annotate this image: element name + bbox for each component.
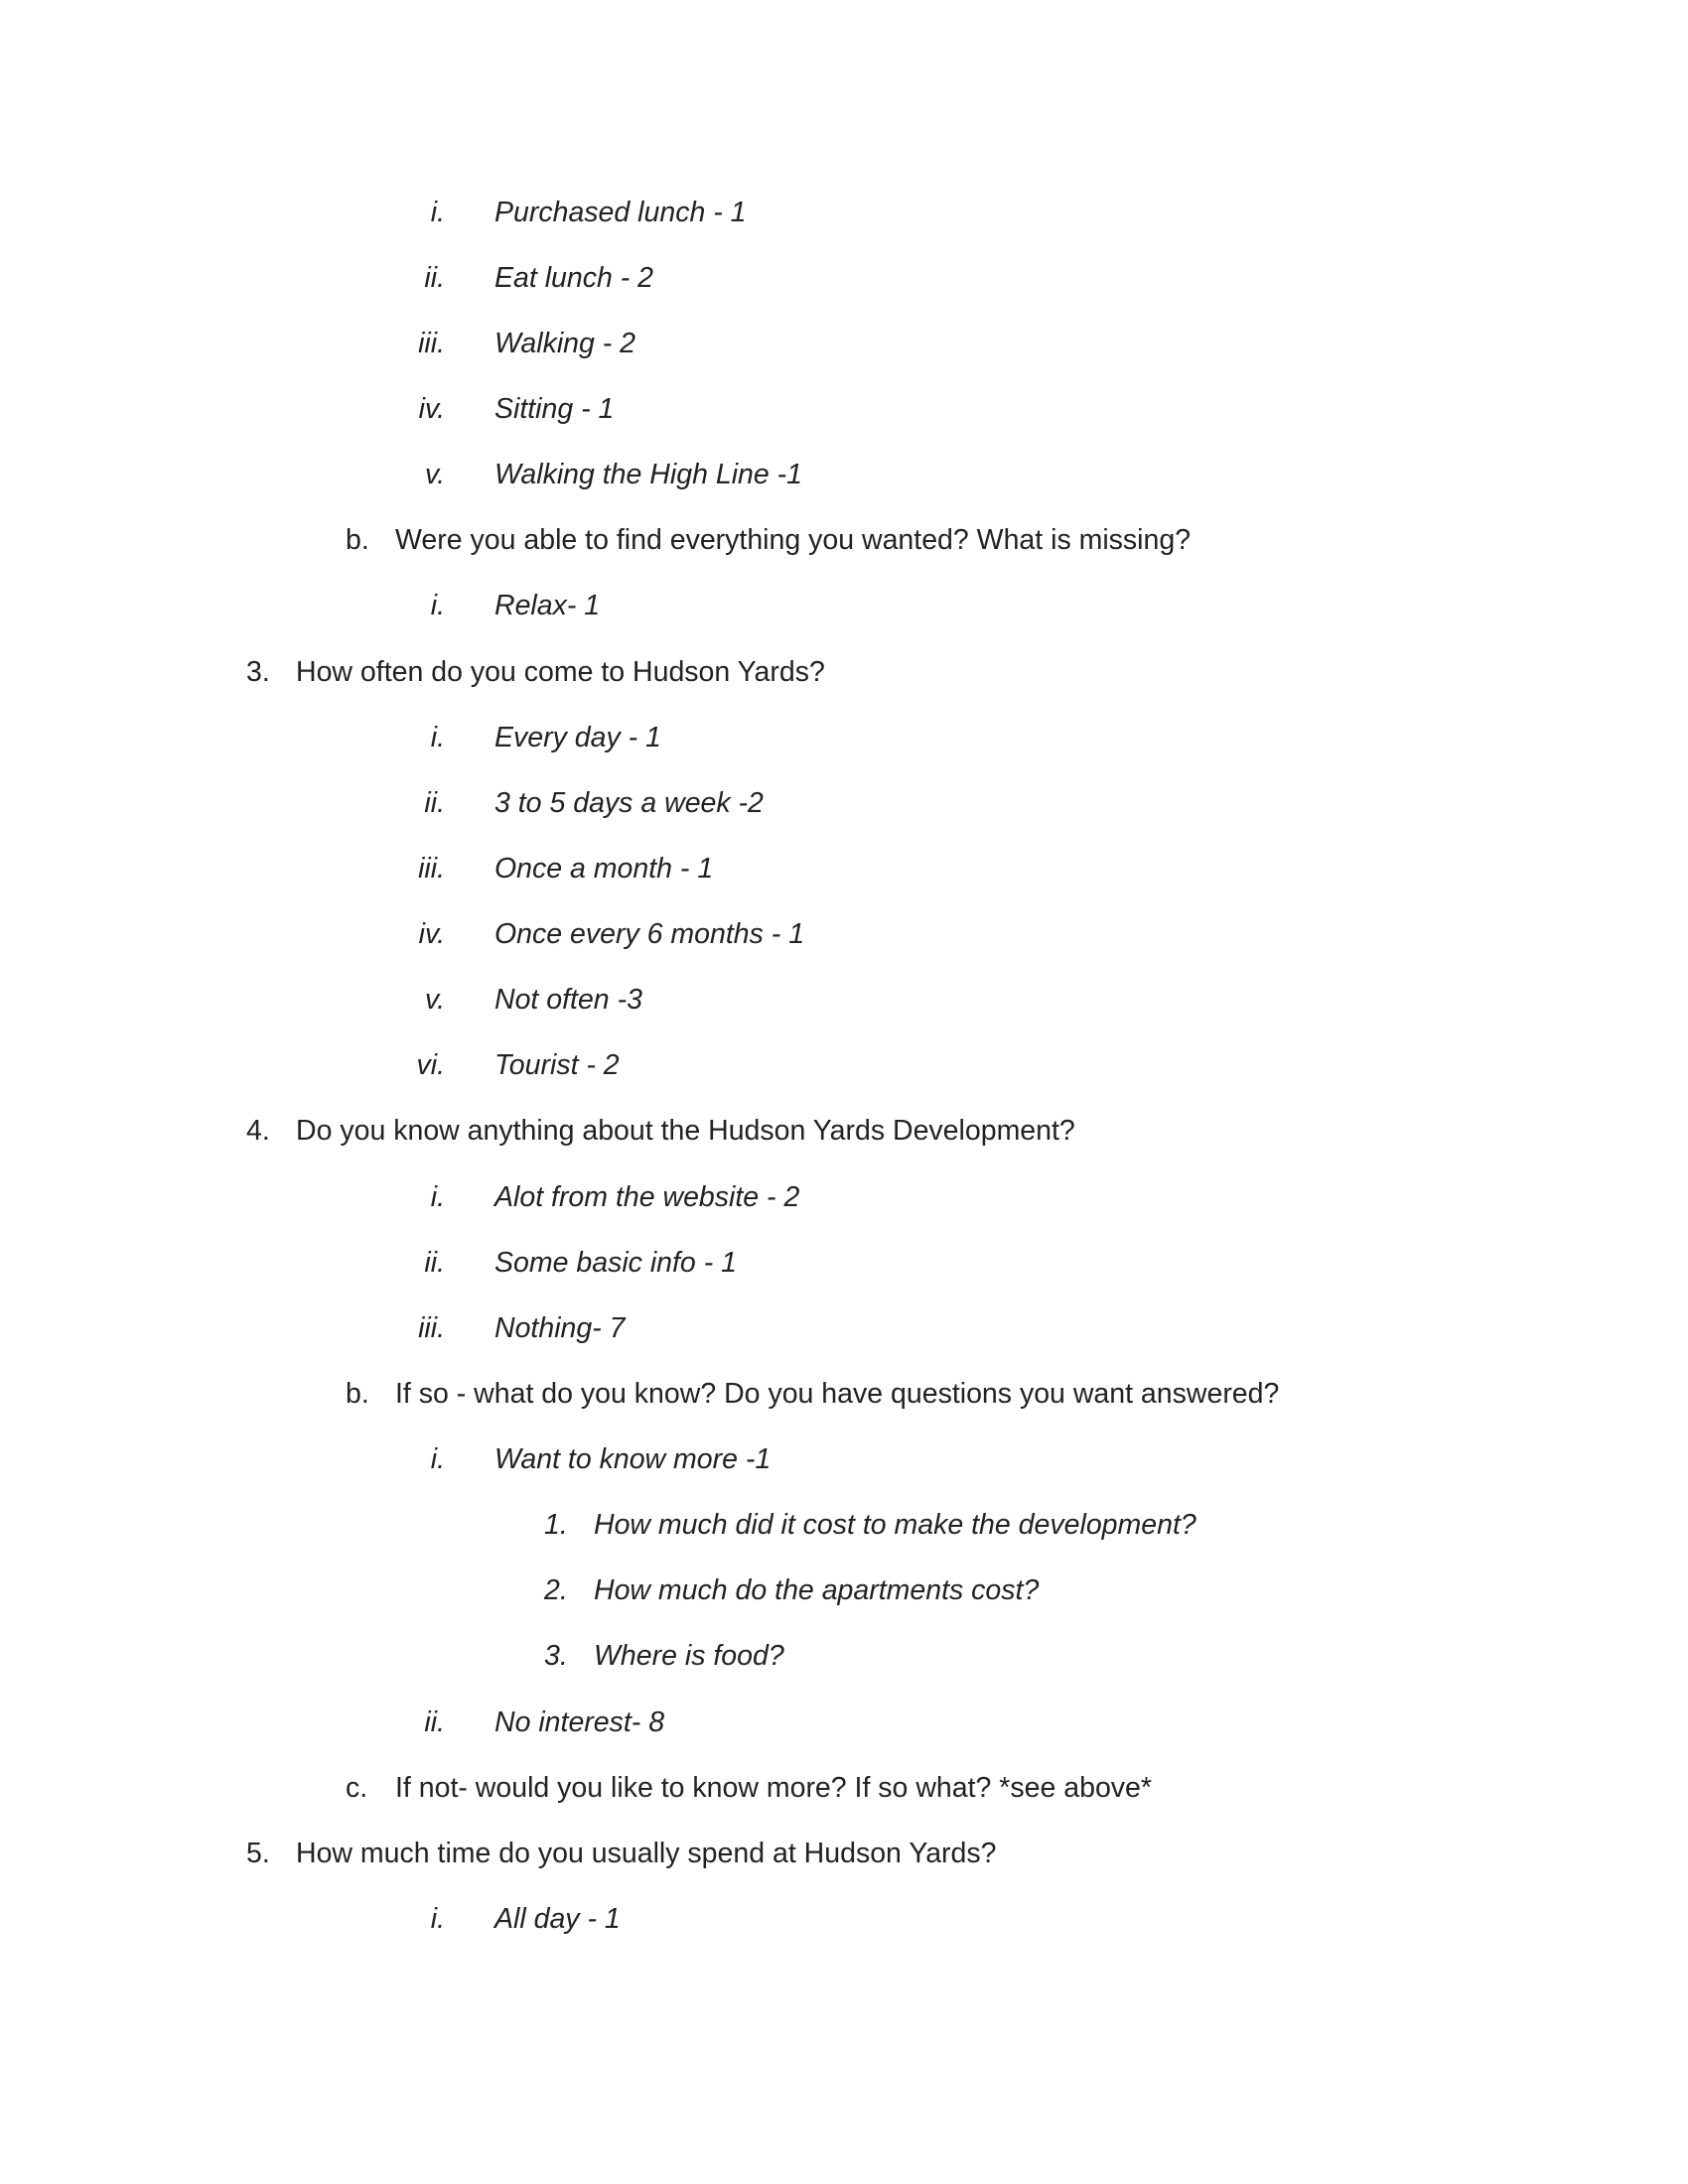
list-marker: vi. — [416, 1049, 445, 1081]
list-marker: i. — [430, 1903, 445, 1935]
list-marker: ii. — [424, 262, 445, 294]
list-marker: iii. — [418, 853, 445, 885]
question-text: Do you know anything about the Hudson Yards Development? — [296, 1115, 1075, 1147]
question-text: Were you able to find everything you wanted? What is missing? — [395, 524, 1192, 556]
list-item-text: How much did it cost to make the development? — [594, 1509, 1196, 1541]
list-item-text: Eat lunch - 2 — [494, 262, 654, 294]
list-marker: iv. — [418, 918, 445, 950]
list-marker: 5. — [246, 1838, 270, 1869]
list-marker: i. — [430, 1443, 445, 1475]
list-marker: v. — [424, 984, 445, 1016]
list-item-text: Walking the High Line -1 — [494, 459, 802, 490]
list-marker: 1. — [544, 1509, 568, 1541]
list-marker: c. — [346, 1772, 368, 1804]
list-marker: ii. — [424, 1247, 445, 1279]
question-text: How much time do you usually spend at Hudson Yards? — [296, 1838, 997, 1869]
question-text: If not- would you like to know more? If so what? *see above* — [395, 1772, 1152, 1804]
question-text: If so - what do you know? Do you have questions you want answered? — [395, 1378, 1280, 1410]
list-marker: 3. — [544, 1640, 568, 1672]
list-item-text: Once a month - 1 — [494, 853, 714, 885]
list-item-text: Relax- 1 — [494, 590, 601, 621]
list-marker: b. — [346, 524, 369, 556]
list-marker: b. — [346, 1378, 369, 1410]
list-item-text: Walking - 2 — [494, 328, 636, 359]
list-marker: 4. — [246, 1115, 270, 1147]
list-item-text: Every day - 1 — [494, 722, 661, 753]
list-item-text: Some basic info - 1 — [494, 1247, 737, 1279]
list-marker: ii. — [424, 787, 445, 819]
list-item-text: Purchased lunch - 1 — [494, 197, 747, 228]
list-item-text: Once every 6 months - 1 — [494, 918, 805, 950]
list-marker: v. — [424, 459, 445, 490]
list-item-text: Tourist - 2 — [494, 1049, 620, 1081]
list-marker: i. — [430, 197, 445, 228]
list-marker: ii. — [424, 1706, 445, 1738]
list-item-text: All day - 1 — [494, 1903, 621, 1935]
list-marker: 2. — [544, 1574, 568, 1606]
list-marker: iii. — [418, 328, 445, 359]
list-item-text: Not often -3 — [494, 984, 642, 1016]
list-item-text: Where is food? — [594, 1640, 784, 1672]
list-marker: iv. — [418, 393, 445, 425]
list-item-text: How much do the apartments cost? — [594, 1574, 1040, 1606]
list-marker: iii. — [418, 1312, 445, 1344]
list-item-text: Want to know more -1 — [494, 1443, 772, 1475]
list-marker: i. — [430, 722, 445, 753]
list-item-text: No interest- 8 — [494, 1706, 665, 1738]
question-text: How often do you come to Hudson Yards? — [296, 656, 825, 688]
list-item-text: Sitting - 1 — [494, 393, 615, 425]
list-item-text: Nothing- 7 — [494, 1312, 626, 1344]
list-marker: i. — [430, 1181, 445, 1213]
list-marker: 3. — [246, 656, 270, 688]
list-item-text: 3 to 5 days a week -2 — [494, 787, 764, 819]
list-item-text: Alot from the website - 2 — [494, 1181, 800, 1213]
list-marker: i. — [430, 590, 445, 621]
